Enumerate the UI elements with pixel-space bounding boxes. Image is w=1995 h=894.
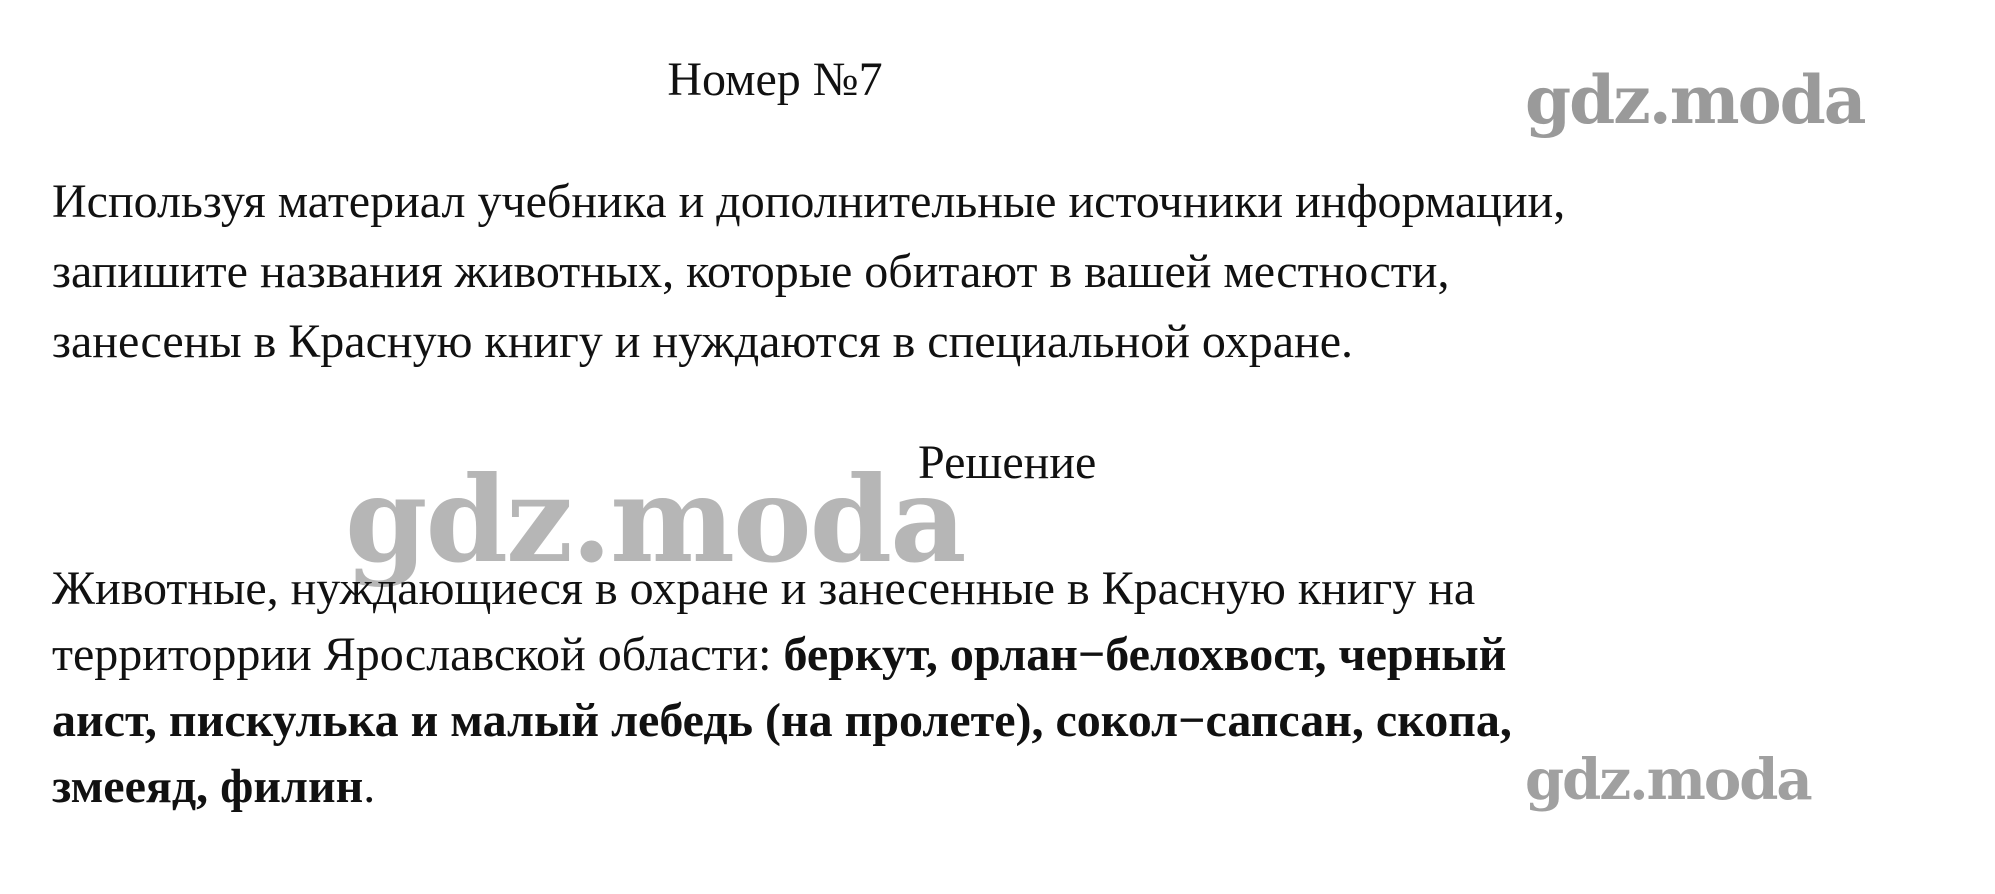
answer-line-3-bold: аист, пискулька и малый лебедь (на пролете), сокол−сапсан, скопа, (52, 694, 1512, 747)
task-line-3: занесены в Красную книгу и нуждаются в специальной охране. (52, 315, 1353, 368)
watermark-logo-bottom: gdz.moda (1525, 747, 1811, 813)
watermark-logo-top: gdz.moda (1525, 61, 1865, 139)
task-text (52, 167, 1972, 377)
answer-line-2-plain: территоррии Ярославской области: (52, 628, 784, 681)
answer-end-punct: . (363, 760, 376, 813)
solution-heading: Решение (918, 436, 1097, 489)
answer-line-2 (52, 622, 1972, 688)
task-line-2: запишите названия животных, которые обитают в вашей местности, (52, 245, 1450, 298)
answer-line-1: Животные, нуждающиеся в охране и занесенные в Красную книгу на (52, 562, 1476, 615)
answer-line-4-bold: змееяд, филин (52, 760, 364, 813)
task-line-1: Используя материал учебника и дополнительные источники информации, (52, 175, 1566, 228)
watermark-logo-middle: gdz.moda (345, 450, 965, 589)
answer-line-2-bold: беркут, орлан−белохвост, черный (783, 628, 1507, 681)
page-title: Номер №7 (667, 53, 883, 106)
